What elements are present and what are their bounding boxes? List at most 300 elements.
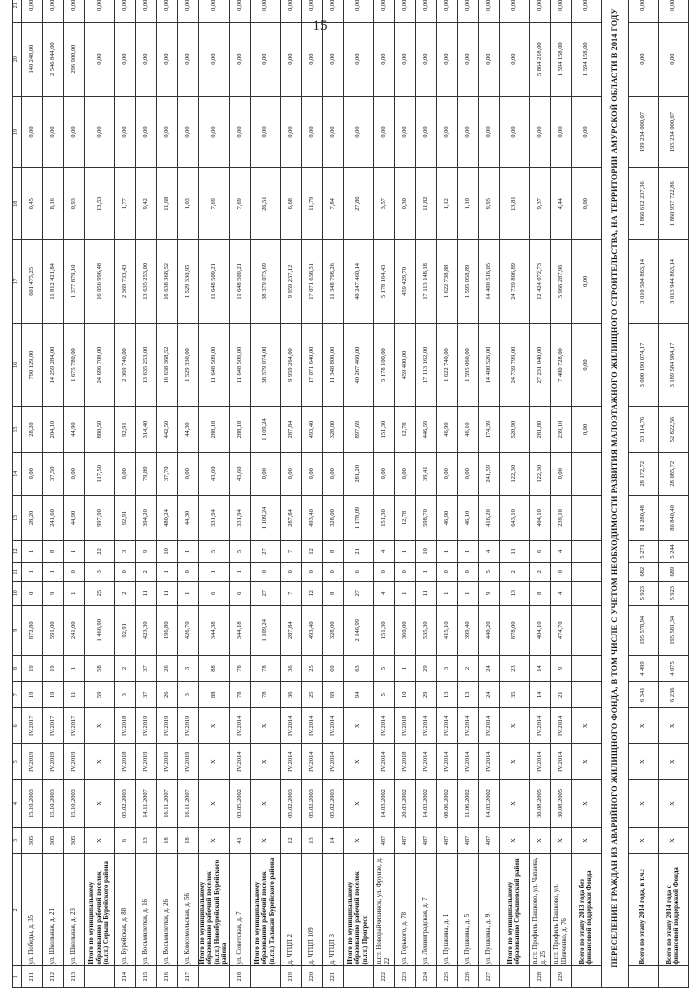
- table-body: [13, 0, 689, 988]
- table-cell: IV.2019: [64, 744, 85, 780]
- table-cell: X: [658, 744, 688, 780]
- table-cell: 212: [43, 966, 64, 988]
- table-cell: 0,00: [394, 0, 415, 22]
- table-cell: 05.02.2003: [322, 780, 343, 828]
- table-row: [394, 0, 415, 988]
- col-header: 4: [13, 780, 22, 828]
- table-cell: [199, 966, 230, 988]
- table-cell: 1: [178, 541, 199, 563]
- table-cell: 13: [457, 682, 478, 708]
- table-cell: 0,00: [322, 0, 343, 22]
- table-cell: 78: [229, 682, 250, 708]
- address-cell: Итого по муниципальному образованию Серышевский район: [499, 854, 529, 966]
- table-cell: 27 231 040,00: [529, 323, 550, 407]
- table-cell: 1: [394, 655, 415, 681]
- table-cell: 11: [136, 581, 157, 605]
- table-cell: 5: [199, 541, 230, 563]
- table-cell: 220: [301, 966, 322, 988]
- table-cell: 11,82: [415, 168, 436, 240]
- table-row: [436, 0, 457, 988]
- table-cell: 44,90: [64, 495, 85, 540]
- table-cell: 6 341: [628, 682, 658, 708]
- table-row: [178, 0, 199, 988]
- table-cell: 1,10: [457, 168, 478, 240]
- table-cell: X: [550, 827, 571, 853]
- col-header: 15: [13, 407, 22, 452]
- address-cell: Итого по муниципальному образованию рабочий поселок (п.г.т.) Новобурейский Бурейского района: [199, 854, 230, 966]
- table-cell: IV.2014: [436, 744, 457, 780]
- table-cell: IV.2014: [415, 744, 436, 780]
- table-cell: 11 348 800,00: [322, 323, 343, 407]
- table-cell: 53 114,76: [628, 407, 658, 452]
- address-cell: ул. Бурейская, д. 88: [115, 854, 136, 966]
- table-cell: 222: [373, 966, 394, 988]
- table-cell: 25: [301, 682, 322, 708]
- table-cell: 225: [436, 966, 457, 988]
- table-cell: 80 840,40: [658, 495, 688, 540]
- table-cell: IV.2017: [43, 708, 64, 744]
- table-cell: 239,10: [550, 495, 571, 540]
- subtotal-row: [199, 0, 230, 988]
- table-cell: IV.2014: [373, 744, 394, 780]
- table-cell: 0,00: [280, 0, 301, 22]
- table-cell: 195 234 000,07: [658, 96, 688, 168]
- table-cell: X: [571, 780, 601, 828]
- table-cell: 1 109,24: [250, 495, 280, 540]
- table-cell: 0,00: [529, 0, 550, 22]
- table-cell: 5: [373, 682, 394, 708]
- table-cell: 1: [43, 562, 64, 581]
- table-cell: 214: [115, 966, 136, 988]
- table-cell: 487: [457, 827, 478, 853]
- table-cell: 11: [499, 541, 529, 563]
- table-cell: 1: [64, 541, 85, 563]
- table-cell: 305: [43, 827, 64, 853]
- table-cell: 1 622 738,88: [436, 240, 457, 324]
- table-cell: IV.2019: [136, 708, 157, 744]
- table-row: [157, 0, 178, 988]
- address-cell: п.г.т. Профиль Пашково, ул. Чапаева, д. 25: [529, 854, 550, 966]
- table-cell: 287,84: [280, 605, 301, 655]
- section-banner-row: [601, 0, 628, 988]
- table-cell: 459 429,70: [394, 240, 415, 324]
- table-cell: 16 056 996,48: [85, 240, 115, 324]
- table-cell: 24 739 799,00: [499, 323, 529, 407]
- table-cell: 0,00: [394, 96, 415, 168]
- table-cell: 1: [436, 541, 457, 563]
- table-cell: 0,00: [301, 96, 322, 168]
- table-cell: 12 424 072,73: [529, 240, 550, 324]
- table-cell: 10: [394, 682, 415, 708]
- table-cell: 3 010 504 863,14: [628, 240, 658, 324]
- table-cell: 682: [628, 562, 658, 581]
- table-cell: 122,30: [499, 452, 529, 495]
- table-cell: 487: [415, 827, 436, 853]
- col-header: 3: [13, 827, 22, 853]
- table-cell: 4: [550, 581, 571, 605]
- table-row: [136, 0, 157, 988]
- table-cell: 69: [322, 655, 343, 681]
- table-cell: 5 178 100,00: [373, 323, 394, 407]
- table-cell: 24 696 708,00: [85, 323, 115, 407]
- table-cell: X: [658, 827, 688, 853]
- table-cell: 78: [229, 655, 250, 681]
- table-cell: 0,00: [436, 96, 457, 168]
- table-cell: 227: [478, 966, 499, 988]
- table-cell: 4: [478, 541, 499, 563]
- total-row: [658, 0, 688, 988]
- table-cell: 94: [343, 682, 373, 708]
- address-cell: Всего по этапу 2014 года с финансовой поддержкой Фонда: [658, 854, 688, 966]
- table-cell: IV.2014: [436, 708, 457, 744]
- table-cell: 2 146,99: [343, 605, 373, 655]
- table-cell: 1: [64, 655, 85, 681]
- address-cell: ул. Пушкина, д. 9: [478, 854, 499, 966]
- table-cell: 11,68: [157, 168, 178, 240]
- table-cell: X: [571, 708, 601, 744]
- table-cell: 0,00: [22, 0, 43, 22]
- table-cell: 0,00: [550, 452, 571, 495]
- table-cell: 0,00: [571, 323, 601, 407]
- table-cell: X: [85, 744, 115, 780]
- table-cell: 81 280,48: [628, 495, 658, 540]
- table-cell: 8: [322, 581, 343, 605]
- table-cell: 0,00: [457, 22, 478, 96]
- col-header: 9: [13, 605, 22, 655]
- table-cell: 213: [64, 966, 85, 988]
- table-cell: 24 739 806,89: [499, 240, 529, 324]
- table-cell: 3: [178, 682, 199, 708]
- table-cell: 215: [136, 966, 157, 988]
- table-cell: 1: [178, 581, 199, 605]
- table-cell: 5 271: [628, 541, 658, 563]
- table-cell: IV.2014: [457, 744, 478, 780]
- resettlement-table: [12, 0, 689, 988]
- table-cell: 36: [280, 655, 301, 681]
- table-cell: 0,00: [373, 0, 394, 22]
- table-cell: 1 529 330,95: [178, 240, 199, 324]
- table-cell: 25: [301, 655, 322, 681]
- table-cell: 493,40: [301, 495, 322, 540]
- table-cell: 30.08.2005: [550, 780, 571, 828]
- table-cell: 37,70: [157, 452, 178, 495]
- table-cell: 0,00: [478, 0, 499, 22]
- table-cell: 13: [436, 682, 457, 708]
- table-cell: 328,00: [322, 407, 343, 452]
- table-cell: 26: [157, 655, 178, 681]
- total-row: [571, 0, 601, 988]
- table-cell: 199 234 000,07: [628, 96, 658, 168]
- table-cell: 29: [415, 682, 436, 708]
- table-cell: 0,00: [250, 0, 280, 22]
- table-cell: 288,18: [229, 407, 250, 452]
- table-cell: 24: [478, 682, 499, 708]
- subtotal-row: [343, 0, 373, 988]
- table-cell: IV.2014: [301, 708, 322, 744]
- table-cell: 0,00: [322, 96, 343, 168]
- table-cell: 41: [229, 827, 250, 853]
- table-cell: 404,10: [529, 605, 550, 655]
- table-cell: 14 400 516,05: [478, 240, 499, 324]
- table-cell: X: [658, 708, 688, 744]
- table-cell: 1 860 957 722,86: [658, 168, 688, 240]
- table-cell: 239,10: [550, 407, 571, 452]
- table-cell: 0: [250, 562, 280, 581]
- table-cell: 9,42: [136, 168, 157, 240]
- table-cell: 05.02.2003: [280, 780, 301, 828]
- address-cell: ул. Школьная, д. 23: [64, 854, 85, 966]
- table-cell: 520,90: [499, 407, 529, 452]
- table-cell: 0,00: [373, 96, 394, 168]
- table-cell: 228: [529, 966, 550, 988]
- table-cell: 1: [394, 541, 415, 563]
- table-cell: [571, 655, 601, 681]
- table-cell: 442,50: [157, 407, 178, 452]
- col-header: 2: [13, 854, 22, 966]
- table-cell: 0,00: [115, 452, 136, 495]
- address-cell: п.г.т. Профиль Пашково, ул. Шевченко, д. 76: [550, 854, 571, 966]
- table-cell: 0,00: [229, 0, 250, 22]
- table-cell: 11 648 509,21: [199, 240, 230, 324]
- table-cell: 241,00: [64, 605, 85, 655]
- table-cell: 88: [199, 655, 230, 681]
- table-cell: IV.2014: [322, 708, 343, 744]
- table-cell: 0: [22, 581, 43, 605]
- table-cell: 16.11.2007: [178, 780, 199, 828]
- table-cell: 0,00: [301, 452, 322, 495]
- table-cell: 174,39: [478, 407, 499, 452]
- table-cell: IV.2018: [394, 744, 415, 780]
- table-cell: 27: [250, 541, 280, 563]
- table-cell: 0: [322, 562, 343, 581]
- table-cell: 4: [373, 541, 394, 563]
- address-cell: ул. Пушкина, д. 5: [457, 854, 478, 966]
- table-cell: 10: [157, 541, 178, 563]
- col-header: 10: [13, 581, 22, 605]
- table-cell: 16 638 368,52: [157, 240, 178, 324]
- table-cell: 17 113 162,00: [415, 323, 436, 407]
- table-cell: 0,00: [415, 22, 436, 96]
- table-cell: 7,69: [229, 168, 250, 240]
- page-number: 15: [312, 18, 328, 34]
- table-row: [322, 0, 343, 988]
- table-cell: 78: [250, 655, 280, 681]
- table-cell: 0,00: [115, 22, 136, 96]
- table-cell: 1 529 330,00: [178, 323, 199, 407]
- table-cell: 46,10: [457, 495, 478, 540]
- table-cell: 151,30: [373, 407, 394, 452]
- table-cell: 0,00: [178, 96, 199, 168]
- table-cell: 36: [280, 682, 301, 708]
- table-cell: 287,84: [280, 495, 301, 540]
- table-cell: 10: [415, 541, 436, 563]
- table-cell: 3: [115, 541, 136, 563]
- table-cell: 13 635 253,00: [136, 240, 157, 324]
- table-cell: 0,00: [343, 96, 373, 168]
- table-cell: 1,12: [436, 168, 457, 240]
- table-cell: 0: [178, 562, 199, 581]
- table-cell: 13 635 253,00: [136, 323, 157, 407]
- table-cell: 19: [22, 655, 43, 681]
- table-cell: 25: [85, 581, 115, 605]
- table-cell: 12: [280, 827, 301, 853]
- table-cell: 5: [478, 562, 499, 581]
- table-cell: 601 475,25: [22, 240, 43, 324]
- table-cell: 117,50: [85, 452, 115, 495]
- table-cell: 1 866 612 237,36: [628, 168, 658, 240]
- table-cell: X: [499, 827, 529, 853]
- table-cell: 92,91: [115, 495, 136, 540]
- address-cell: д. ЧТЦП 109: [301, 854, 322, 966]
- table-cell: 0,00: [157, 22, 178, 96]
- table-cell: 88: [199, 682, 230, 708]
- table-cell: 0,00: [178, 452, 199, 495]
- table-cell: 21: [550, 682, 571, 708]
- table-cell: 14.03.2002: [373, 780, 394, 828]
- subtotal-row: [85, 0, 115, 988]
- table-cell: 331,94: [199, 495, 230, 540]
- table-row: [550, 0, 571, 988]
- table-cell: 9: [43, 581, 64, 605]
- table-cell: 12: [301, 581, 322, 605]
- address-cell: ул. Школьная, д. 21: [43, 854, 64, 966]
- table-cell: 314,40: [136, 407, 157, 452]
- table-cell: 03.05.2002: [229, 780, 250, 828]
- table-cell: 1: [457, 581, 478, 605]
- table-cell: 493,40: [301, 605, 322, 655]
- table-cell: 0,30: [394, 168, 415, 240]
- table-cell: X: [529, 827, 550, 853]
- table-cell: 204,10: [43, 407, 64, 452]
- table-cell: 28,20: [22, 495, 43, 540]
- table-cell: 0,00: [436, 0, 457, 22]
- col-header: 6: [13, 708, 22, 744]
- table-cell: 0,00: [22, 96, 43, 168]
- table-cell: 19: [43, 682, 64, 708]
- table-cell: 1: [415, 562, 436, 581]
- table-cell: 0,00: [115, 96, 136, 168]
- table-cell: 17 071 638,51: [301, 240, 322, 324]
- table-cell: 15.10.2003: [64, 780, 85, 828]
- table-cell: 535,30: [415, 605, 436, 655]
- table-cell: 0,00: [64, 452, 85, 495]
- table-cell: 38 379 074,00: [250, 323, 280, 407]
- table-cell: 26: [157, 682, 178, 708]
- table-cell: 122,30: [529, 452, 550, 495]
- table-cell: 416,20: [478, 495, 499, 540]
- table-cell: 0,00: [628, 0, 658, 22]
- table-row: [115, 0, 136, 988]
- table-cell: 0,00: [571, 407, 601, 452]
- table-cell: X: [571, 827, 601, 853]
- table-cell: 1: [22, 541, 43, 563]
- table-cell: 0,00: [136, 22, 157, 96]
- subtotal-row: [499, 0, 529, 988]
- table-cell: 11,79: [301, 168, 322, 240]
- table-cell: 18: [178, 827, 199, 853]
- table-cell: 459 400,00: [394, 323, 415, 407]
- table-cell: 3,57: [373, 168, 394, 240]
- table-cell: X: [85, 708, 115, 744]
- table-cell: 2: [529, 562, 550, 581]
- address-cell: ул. Восьмилетки, д. 16: [136, 854, 157, 966]
- table-cell: 1: [229, 562, 250, 581]
- table-cell: 2: [499, 562, 529, 581]
- table-cell: 6: [199, 581, 230, 605]
- table-cell: 35: [499, 682, 529, 708]
- table-cell: 0,00: [571, 168, 601, 240]
- table-cell: 28 085,72: [658, 452, 688, 495]
- table-cell: 493,40: [301, 407, 322, 452]
- table-cell: 1: [64, 581, 85, 605]
- table-cell: 151,30: [373, 495, 394, 540]
- table-cell: 1 377 879,10: [64, 240, 85, 324]
- table-cell: 79,80: [136, 452, 157, 495]
- table-cell: 13,53: [85, 168, 115, 240]
- table-cell: IV.2018: [115, 744, 136, 780]
- table-cell: 5 923: [628, 581, 658, 605]
- table-cell: 211: [22, 966, 43, 988]
- table-cell: 13: [301, 827, 322, 853]
- table-cell: X: [658, 780, 688, 828]
- table-row: [415, 0, 436, 988]
- table-cell: 6: [529, 541, 550, 563]
- table-cell: [571, 581, 601, 605]
- table-cell: 0,00: [658, 0, 688, 22]
- table-cell: X: [499, 780, 529, 828]
- table-cell: 423,30: [136, 605, 157, 655]
- table-cell: 22: [85, 541, 115, 563]
- col-header: 1: [13, 966, 22, 988]
- table-cell: 997,90: [85, 495, 115, 540]
- table-cell: 1 675 780,00: [64, 323, 85, 407]
- table-cell: 9 959 264,00: [280, 323, 301, 407]
- table-cell: 27: [250, 581, 280, 605]
- table-cell: 3: [436, 655, 457, 681]
- table-cell: 59: [85, 682, 115, 708]
- table-cell: X: [199, 744, 230, 780]
- table-cell: 195 578,94: [628, 605, 658, 655]
- table-cell: IV.2014: [229, 744, 250, 780]
- table-cell: 151,30: [373, 605, 394, 655]
- table-cell: 19: [43, 655, 64, 681]
- table-cell: 0,00: [199, 0, 230, 22]
- table-cell: 591,00: [43, 605, 64, 655]
- table-cell: 0,00: [301, 0, 322, 22]
- table-cell: 2 546 844,00: [43, 22, 64, 96]
- table-cell: 26,51: [250, 168, 280, 240]
- col-header: 21: [13, 0, 22, 22]
- table-cell: IV.2014: [229, 708, 250, 744]
- table-row: [43, 0, 64, 988]
- table-cell: IV.2019: [157, 744, 178, 780]
- col-header: 16: [13, 323, 22, 407]
- table-cell: IV.2018: [394, 708, 415, 744]
- table-row: [229, 0, 250, 988]
- table-cell: 1: [22, 562, 43, 581]
- table-cell: 43,60: [229, 452, 250, 495]
- address-cell: п.г.т. Новорайчихинск, ул. Фрунзе, д. 22: [373, 854, 394, 966]
- table-cell: X: [343, 708, 373, 744]
- table-cell: 52 822,56: [658, 407, 688, 452]
- table-cell: 0,00: [457, 0, 478, 22]
- table-cell: 415,10: [436, 605, 457, 655]
- table-cell: 474,70: [550, 605, 571, 655]
- table-cell: 12,78: [394, 495, 415, 540]
- table-cell: 0,00: [178, 0, 199, 22]
- table-cell: 8: [322, 541, 343, 563]
- address-cell: ул. Восьмилетки, д. 26: [157, 854, 178, 966]
